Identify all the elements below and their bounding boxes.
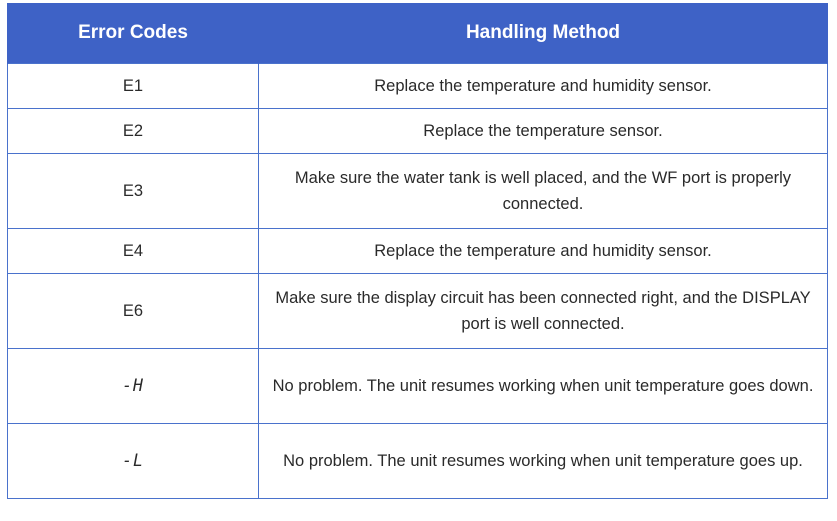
table-row xyxy=(8,154,828,229)
table-row xyxy=(8,424,828,499)
handling-method-cell: No problem. The unit resumes working when unit temperature goes down. xyxy=(259,349,828,424)
error-code-cell: E1 xyxy=(8,64,259,109)
handling-method-cell: No problem. The unit resumes working when unit temperature goes up. xyxy=(259,424,828,499)
error-codes-table xyxy=(7,3,828,499)
table-row xyxy=(8,274,828,349)
error-code-cell: E4 xyxy=(8,229,259,274)
error-code-cell: E6 xyxy=(8,274,259,349)
handling-method-cell: Replace the temperature and humidity sensor. xyxy=(259,229,828,274)
handling-method-cell: Replace the temperature and humidity sensor. xyxy=(259,64,828,109)
error-code-cell: -H xyxy=(8,349,259,424)
column-header-error-codes: Error Codes xyxy=(8,3,259,64)
table-row xyxy=(8,109,828,154)
column-header-handling-method: Handling Method xyxy=(259,3,828,64)
handling-method-cell: Make sure the display circuit has been connected right, and the DISPLAY port is well connected. xyxy=(259,274,828,349)
error-code-cell: E3 xyxy=(8,154,259,229)
table-row xyxy=(8,64,828,109)
handling-method-cell: Make sure the water tank is well placed, and the WF port is properly connected. xyxy=(259,154,828,229)
table-row xyxy=(8,349,828,424)
table-row xyxy=(8,229,828,274)
error-code-cell: -L xyxy=(8,424,259,499)
error-code-cell: E2 xyxy=(8,109,259,154)
table-header-row xyxy=(8,3,828,64)
handling-method-cell: Replace the temperature sensor. xyxy=(259,109,828,154)
